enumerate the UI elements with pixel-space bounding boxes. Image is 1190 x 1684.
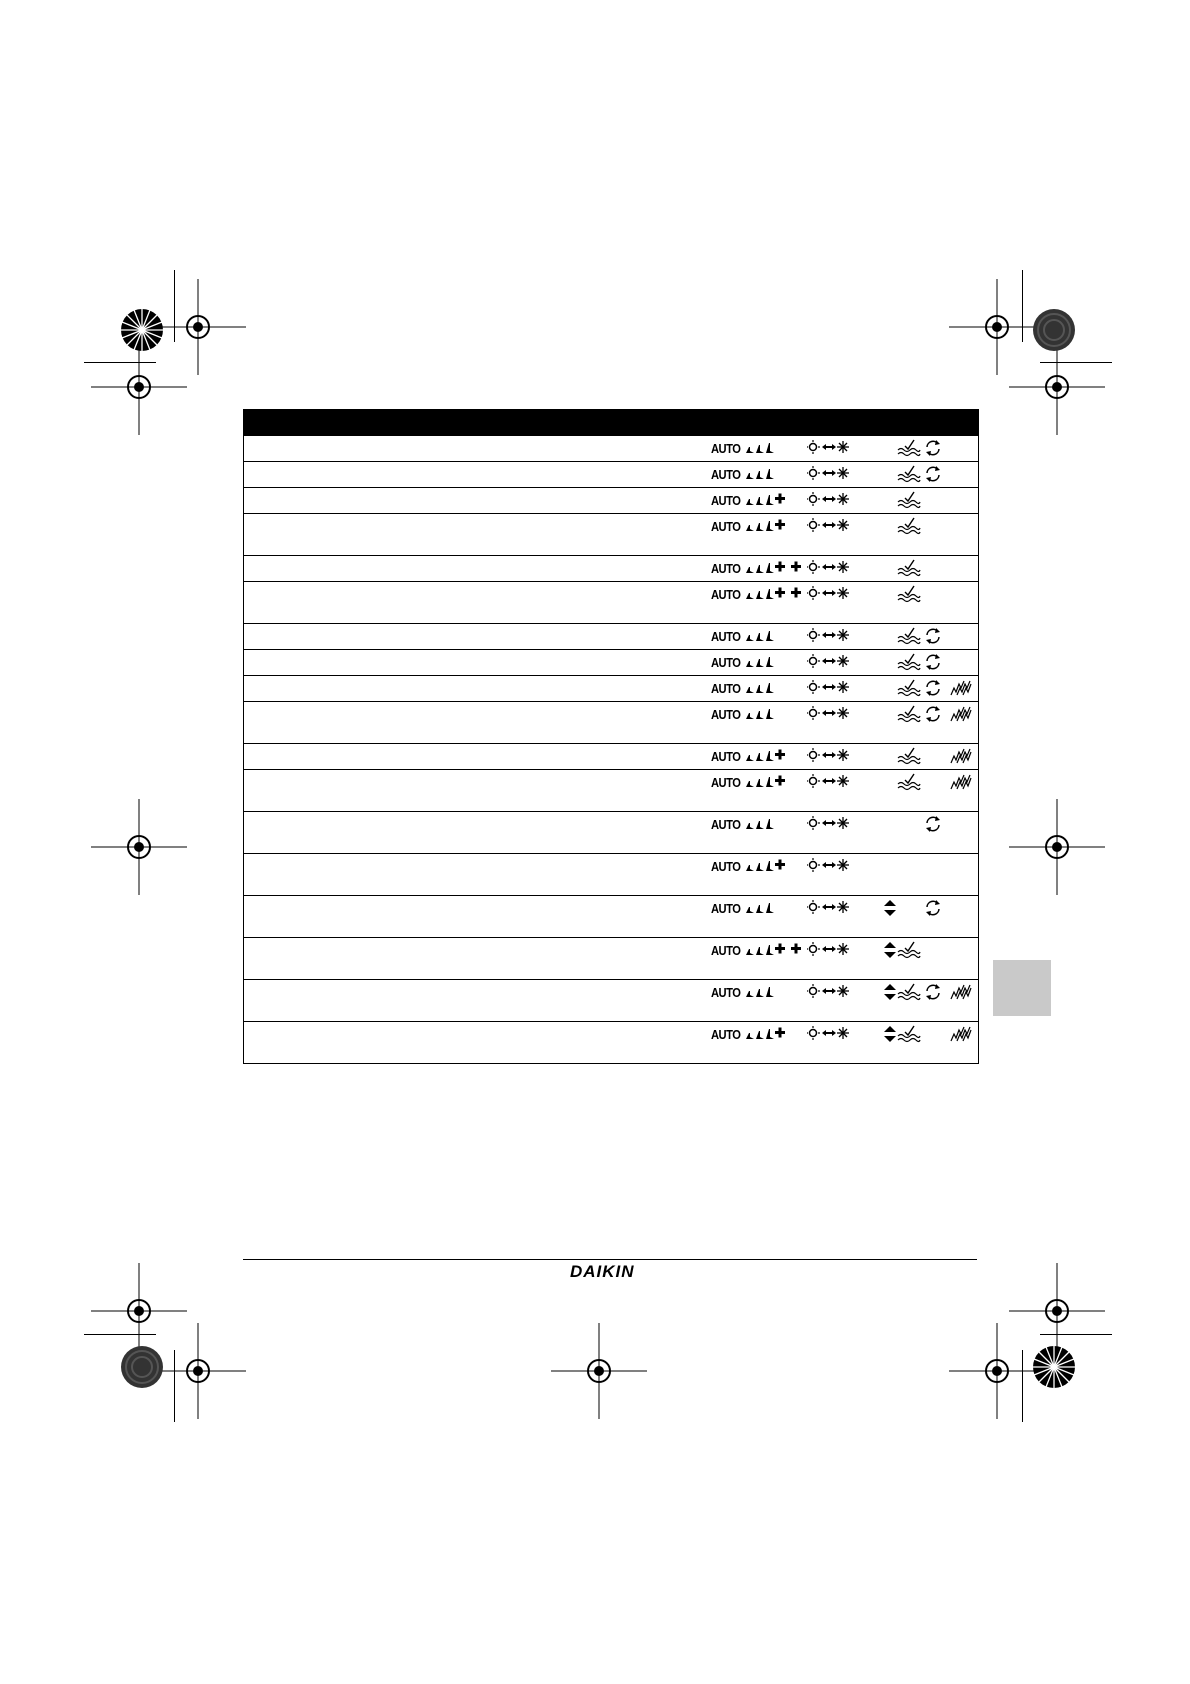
fan-auto-label: AUTO <box>711 901 741 916</box>
dry-mode-icon <box>897 653 921 671</box>
fan-speed-icon <box>744 774 792 793</box>
heat-wave-icon <box>949 1025 975 1043</box>
row-icons <box>711 627 975 645</box>
table-row <box>244 979 978 1021</box>
row-icons <box>711 705 975 723</box>
registration-mark-icon <box>549 1321 649 1421</box>
row-icons <box>711 517 975 535</box>
cool-heat-mode-icon <box>807 517 853 535</box>
heat-wave-icon <box>949 773 975 791</box>
row-icons <box>711 747 975 765</box>
cool-heat-mode-icon <box>807 439 853 457</box>
table-row <box>244 675 978 701</box>
fan-auto-label: AUTO <box>711 629 741 644</box>
fan-auto-label: AUTO <box>711 587 741 602</box>
table-row <box>244 895 978 937</box>
cool-heat-mode-icon <box>807 747 853 765</box>
fan-speed-icon <box>744 466 776 485</box>
fan-auto-label: AUTO <box>711 943 741 958</box>
cool-heat-mode-icon <box>807 627 853 645</box>
table-row <box>244 623 978 649</box>
registration-mark-icon <box>89 797 189 897</box>
recirculate-icon <box>923 815 943 833</box>
row-icons <box>711 815 975 833</box>
fan-speed-icon <box>744 1026 792 1045</box>
fan-auto-label: AUTO <box>711 749 741 764</box>
cool-heat-mode-icon <box>807 679 853 697</box>
table-row <box>244 769 978 811</box>
cool-heat-mode-icon <box>807 941 853 959</box>
row-icons <box>711 857 975 875</box>
recirculate-icon <box>923 983 943 1001</box>
recirculate-icon <box>923 705 943 723</box>
fan-speed-icon <box>744 748 792 767</box>
table-row <box>244 1021 978 1063</box>
table-row <box>244 513 978 555</box>
cool-heat-mode-icon <box>807 465 853 483</box>
recirculate-icon <box>923 627 943 645</box>
fan-speed-icon <box>744 492 792 511</box>
table-body <box>244 435 978 1063</box>
fan-auto-label: AUTO <box>711 1027 741 1042</box>
table-row <box>244 811 978 853</box>
fan-auto-label: AUTO <box>711 775 741 790</box>
cool-heat-mode-icon <box>807 773 853 791</box>
table-row <box>244 487 978 513</box>
heat-wave-icon <box>949 983 975 1001</box>
fan-speed-icon <box>744 518 792 537</box>
row-icons <box>711 773 975 791</box>
row-icons <box>711 465 975 483</box>
row-icons <box>711 983 975 1001</box>
table-row <box>244 581 978 623</box>
fan-auto-label: AUTO <box>711 817 741 832</box>
table-row <box>244 461 978 487</box>
cool-heat-mode-icon <box>807 705 853 723</box>
table-row <box>244 649 978 675</box>
heat-wave-icon <box>949 679 975 697</box>
fan-auto-label: AUTO <box>711 519 741 534</box>
fan-auto-label: AUTO <box>711 655 741 670</box>
cool-heat-mode-icon <box>807 857 853 875</box>
row-icons <box>711 585 975 603</box>
fan-auto-label: AUTO <box>711 985 741 1000</box>
registration-mark-icon <box>1007 337 1107 437</box>
cool-heat-mode-icon <box>807 899 853 917</box>
fan-speed-icon <box>744 628 776 647</box>
dry-mode-icon <box>897 627 921 645</box>
fan-speed-icon <box>744 440 776 459</box>
heat-wave-icon <box>949 705 975 723</box>
table-row <box>244 743 978 769</box>
dry-mode-icon <box>897 773 921 791</box>
dry-mode-icon <box>897 465 921 483</box>
recirculate-icon <box>923 899 943 917</box>
row-icons <box>711 439 975 457</box>
registration-mark-icon <box>89 337 189 437</box>
fan-speed-icon <box>744 858 792 877</box>
table-row <box>244 701 978 743</box>
cool-heat-mode-icon <box>807 983 853 1001</box>
dry-mode-icon <box>897 559 921 577</box>
row-icons <box>711 679 975 697</box>
row-icons <box>711 559 975 577</box>
cool-heat-mode-icon <box>807 559 853 577</box>
heat-wave-icon <box>949 747 975 765</box>
registration-mark-icon <box>1007 797 1107 897</box>
row-icons <box>711 653 975 671</box>
dry-mode-icon <box>897 747 921 765</box>
table-row <box>244 435 978 461</box>
row-icons <box>711 941 975 959</box>
brand-logo: DAIKIN <box>570 1262 635 1281</box>
fan-speed-icon <box>744 942 808 961</box>
cool-heat-mode-icon <box>807 815 853 833</box>
swing-icon <box>883 899 897 917</box>
section-tab <box>993 960 1051 1016</box>
recirculate-icon <box>923 653 943 671</box>
fan-auto-label: AUTO <box>711 859 741 874</box>
table-row <box>244 937 978 979</box>
swing-icon <box>883 1025 897 1043</box>
footer-rule <box>243 1259 977 1260</box>
dry-mode-icon <box>897 705 921 723</box>
dry-mode-icon <box>897 1025 921 1043</box>
gray-balance-target-icon <box>120 1345 164 1389</box>
cool-heat-mode-icon <box>807 585 853 603</box>
fan-auto-label: AUTO <box>711 493 741 508</box>
fan-auto-label: AUTO <box>711 707 741 722</box>
table-row <box>244 555 978 581</box>
fan-speed-icon <box>744 654 776 673</box>
recirculate-icon <box>923 465 943 483</box>
row-icons <box>711 491 975 509</box>
cool-heat-mode-icon <box>807 1025 853 1043</box>
recirculate-icon <box>923 679 943 697</box>
fan-auto-label: AUTO <box>711 467 741 482</box>
dry-mode-icon <box>897 983 921 1001</box>
fan-speed-icon <box>744 680 776 699</box>
dry-mode-icon <box>897 491 921 509</box>
fan-speed-icon <box>744 984 776 1003</box>
feature-table <box>243 409 979 1064</box>
dry-mode-icon <box>897 517 921 535</box>
starburst-target-icon <box>120 308 164 352</box>
fan-speed-icon <box>744 586 808 605</box>
fan-auto-label: AUTO <box>711 441 741 456</box>
dry-mode-icon <box>897 679 921 697</box>
cool-heat-mode-icon <box>807 491 853 509</box>
fan-speed-icon <box>744 560 808 579</box>
cool-heat-mode-icon <box>807 653 853 671</box>
row-icons <box>711 899 975 917</box>
swing-icon <box>883 941 897 959</box>
starburst-target-icon <box>1032 1345 1076 1389</box>
gray-balance-target-icon <box>1032 308 1076 352</box>
table-row <box>244 853 978 895</box>
table-header <box>244 409 978 435</box>
recirculate-icon <box>923 439 943 457</box>
row-icons <box>711 1025 975 1043</box>
fan-speed-icon <box>744 816 776 835</box>
fan-auto-label: AUTO <box>711 561 741 576</box>
dry-mode-icon <box>897 941 921 959</box>
fan-speed-icon <box>744 706 776 725</box>
fan-speed-icon <box>744 900 776 919</box>
dry-mode-icon <box>897 585 921 603</box>
fan-auto-label: AUTO <box>711 681 741 696</box>
dry-mode-icon <box>897 439 921 457</box>
swing-icon <box>883 983 897 1001</box>
